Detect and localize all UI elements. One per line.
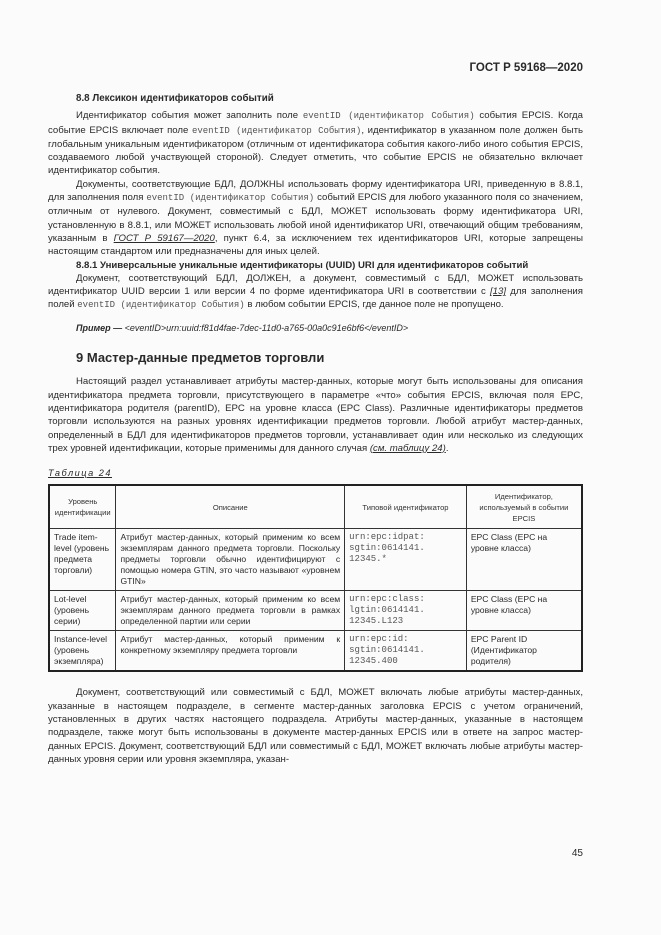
code-event-id: eventID (идентификатор События) [146, 193, 315, 204]
level-cell: Trade item-level (уровень предмета торговли) [49, 529, 116, 591]
event-identifier-cell: EPC Class (EPC на уровне класса) [466, 591, 582, 631]
example-block [76, 322, 583, 335]
example-label: Пример — [76, 322, 123, 333]
text-run: для заполнения полей [48, 286, 583, 311]
text-run: Настоящий раздел устанавливает атрибуты мастер-данных, которые могут быть использованы для описания идентификатора предмета торговли, присутствующего в параметре «что» события EPCIS, включая поля EPC, идентификатора родителя (parentID), EPC на уровне класса (EPC Class). Различные идентификаторы предметов торговли используются на разных уровнях идентификации предметов торговли. Любой атрибут мастер-данных, определенный в БДЛ для идентификаторов предметов торговли, устанавливает один или несколько из следующих трех уровней идентификации, которые применимы для данного случая [48, 376, 583, 454]
text-run: . [445, 442, 449, 454]
standard-number: ГОСТ Р 59168—2020 [469, 62, 583, 74]
column-header: Уровень идентификации [49, 485, 116, 529]
section-9-paragraph-2: Документ, соответствующий или совместимый с БДЛ, МОЖЕТ включать любые атрибуты мастер-данных, указанные в настоящем подразделе, в сегменте мастер-данных заголовка EPCIS с учетом ограничений, установленных в других частях настоящего подраздела. Атрибуты мастер-данных, указанные в настоящем подразделе, также могут быть использованы в документе мастер-данных EPCIS или в ответе на запрос мастер-данных EPCIS. Документ, соответствующий БДЛ или совместимый с БДЛ, МОЖЕТ включать любые атрибуты мастер-данных уровня серии или уровня экземпляра, указан- [48, 687, 583, 765]
example-code: <eventID>urn:uuid:f81d4fae-7dec-11d0-a765-00a0c91e6bf6</eventID> [122, 322, 409, 333]
description-cell: Атрибут мастер-данных, который применим к конкретному экземпляру предмета торговли [116, 631, 345, 672]
text-run: в любом событии EPCIS, где данное поле не пропущено. [244, 299, 504, 311]
text-run: Документы, соответствующие БДЛ, ДОЛЖНЫ использовать форму идентификатора URI, приведенную в 8.8.1, для заполнения поля [48, 178, 583, 204]
section-8-8-paragraph-1 [48, 109, 583, 177]
identifier-cell: urn:epc:idpat: sgtin:0614141. 12345.* [345, 529, 467, 591]
code-event-id: eventID (идентификатор События) [77, 300, 245, 311]
table-reference-link[interactable]: (см. таблицу 24) [369, 442, 446, 454]
text-run: , пункт 6.4, за исключением тех идентификаторов URI, которые запрещены настоящим стандартом или предназначены для иных целей. [48, 232, 583, 258]
level-cell: Lot-level (уровень серии) [49, 591, 116, 631]
description-cell: Атрибут мастер-данных, который применим ко всем экземплярам данного предмета торговли в рамках определенной партии или серии [116, 591, 345, 631]
standard-reference-link[interactable]: ГОСТ Р 59167—2020 [113, 232, 215, 244]
text-run: событий EPCIS для любого указанного поля со значением, отличным от нулевого. Документ, совместимый с БДЛ, МОЖЕТ использовать форму идентификатора URI, установленную в 8.8.1, или МОЖЕТ использовать любой иной идентификатор URI, отвечающий общим требованиям, указанным в [48, 192, 584, 244]
section-8-8-1-paragraph [48, 272, 583, 313]
page-number: 45 [571, 848, 583, 859]
code-event-id: eventID (идентификатор События) [191, 125, 362, 136]
text-run: Идентификатор события может заполнить поле [76, 110, 303, 122]
event-identifier-cell: EPC Class (EPC на уровне класса) [466, 529, 582, 591]
column-header: Типовой идентификатор [345, 485, 467, 529]
table-caption: Таблица 24 [48, 468, 113, 479]
text-run: , идентификатор в указанном поле должен быть глобальным уникальным идентификатором (отличным от идентификатора события какого-либо иного события EPCIS, создаваемого любой участвующей стороной). Следует отметить, что событие EPCIS не обязательно включает идентификатор события. [48, 124, 583, 177]
column-header: Идентификатор, используемый в событии EPCIS [466, 485, 582, 529]
identifier-cell: urn:epc:id: sgtin:0614141. 12345.400 [345, 631, 467, 672]
section-8-8-1-title: 8.8.1 Универсальные уникальные идентификаторы (UUID) URI для идентификаторов событий [76, 259, 529, 271]
table-row [49, 631, 582, 672]
section-9-title: 9 Мастер-данные предметов торговли [76, 350, 325, 366]
table-header-row [49, 485, 582, 529]
text-run: события EPCIS. Когда событие EPCIS включает поле [48, 110, 583, 136]
text-run: Документ, соответствующий БДЛ, ДОЛЖЕН, а документ, совместимый с БДЛ, МОЖЕТ использовать идентификатор UUID версии 1 или версии 4 по форме идентификатора URI в соответствии с [48, 272, 583, 298]
section-8-8-title: 8.8 Лексикон идентификаторов событий [76, 93, 274, 104]
column-header: Описание [116, 485, 345, 529]
table-row [49, 591, 582, 631]
table-24 [48, 484, 583, 672]
code-event-id: eventID (идентификатор События) [302, 111, 475, 122]
level-cell: Instance-level (уровень экземпляра) [49, 631, 116, 672]
event-identifier-cell: EPC Parent ID (Идентификатор родителя) [466, 631, 582, 672]
identifier-cell: urn:epc:class: lgtin:0614141. 12345.L123 [345, 591, 467, 631]
bibliography-reference-link[interactable]: [13] [489, 286, 506, 298]
section-9-paragraph-1 [48, 375, 583, 455]
page-content [48, 92, 583, 766]
description-cell: Атрибут мастер-данных, который применим ко всем экземплярам данного предмета торговли. Поскольку предметы торговли обычно идентифицируют с помощью номера GTIN, это часто называют «уровнем GTIN» [116, 529, 345, 591]
section-8-8-paragraph-2 [48, 178, 583, 259]
table-row [49, 529, 582, 591]
